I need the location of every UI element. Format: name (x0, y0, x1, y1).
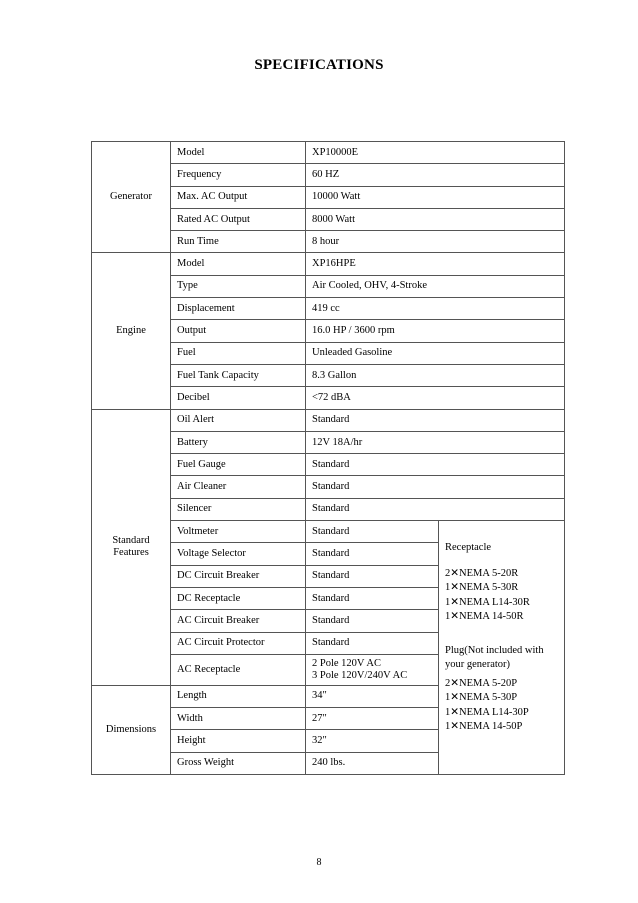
spec-label: Air Cleaner (171, 476, 306, 498)
receptacle-plug-notes (439, 521, 565, 775)
spec-value: 27" (306, 708, 439, 730)
spec-value-line: 2 Pole 120V AC (312, 657, 381, 669)
table-row (92, 253, 565, 275)
spec-value: 60 HZ (306, 164, 565, 186)
spec-label: Battery (171, 431, 306, 453)
spec-label: Voltmeter (171, 521, 306, 543)
spec-value: XP16HPE (306, 253, 565, 275)
receptacle-item: 1✕NEMA 5-30R (445, 582, 519, 594)
spec-value: 34" (306, 685, 439, 707)
spec-value: Standard (306, 498, 565, 520)
spec-value (306, 654, 439, 685)
spec-label: DC Receptacle (171, 587, 306, 609)
group-standard-features-label: Standard Features (112, 535, 150, 559)
table-row (92, 409, 565, 431)
page-number: 8 (316, 857, 322, 868)
receptacle-heading: Receptacle (445, 542, 492, 554)
receptacle-item: 2✕NEMA 5-20R (445, 567, 519, 579)
spec-label: Oil Alert (171, 409, 306, 431)
group-generator: Generator (92, 142, 171, 253)
spec-value: Standard (306, 587, 439, 609)
plug-item: 2✕NEMA 5-20P (445, 677, 518, 689)
spec-label: Height (171, 730, 306, 752)
spec-value: 8.3 Gallon (306, 364, 565, 386)
group-dimensions: Dimensions (92, 685, 171, 774)
spec-label: Width (171, 708, 306, 730)
spec-value: Standard (306, 565, 439, 587)
page-title: SPECIFICATIONS (254, 57, 384, 73)
spec-value-line: 3 Pole 120V/240V AC (312, 669, 408, 681)
spec-value: 32" (306, 730, 439, 752)
spec-label: Model (171, 253, 306, 275)
plug-heading-line-1: Plug(Not included with (445, 644, 544, 656)
spec-value: 419 cc (306, 298, 565, 320)
spec-label: Displacement (171, 298, 306, 320)
spec-label: AC Circuit Protector (171, 632, 306, 654)
receptacle-item: 1✕NEMA 14-50R (445, 611, 524, 623)
group-standard-features (92, 409, 171, 685)
spec-value: 10000 Watt (306, 186, 565, 208)
plug-item: 1✕NEMA 14-50P (445, 721, 523, 733)
spec-label: Gross Weight (171, 752, 306, 774)
receptacle-item: 1✕NEMA L14-30R (445, 596, 530, 608)
spec-label: DC Circuit Breaker (171, 565, 306, 587)
plug-heading-line-2: your generator) (445, 659, 511, 671)
spec-label: Silencer (171, 498, 306, 520)
spec-label: Decibel (171, 387, 306, 409)
plug-item: 1✕NEMA 5-30P (445, 692, 518, 704)
spec-value: Air Cooled, OHV, 4-Stroke (306, 275, 565, 297)
spec-label: Fuel Gauge (171, 454, 306, 476)
spec-label: Run Time (171, 231, 306, 253)
spec-label: Frequency (171, 164, 306, 186)
spec-value: 16.0 HP / 3600 rpm (306, 320, 565, 342)
spec-value: Unleaded Gasoline (306, 342, 565, 364)
spec-label: AC Circuit Breaker (171, 610, 306, 632)
spec-label: AC Receptacle (171, 654, 306, 685)
spec-value: Standard (306, 454, 565, 476)
spec-value: 240 lbs. (306, 752, 439, 774)
spec-label: Fuel (171, 342, 306, 364)
spec-label: Model (171, 142, 306, 164)
spec-label: Fuel Tank Capacity (171, 364, 306, 386)
spec-value: 8000 Watt (306, 208, 565, 230)
plug-item: 1✕NEMA L14-30P (445, 706, 529, 718)
spec-label: Output (171, 320, 306, 342)
group-engine: Engine (92, 253, 171, 409)
spec-value: 12V 18A/hr (306, 431, 565, 453)
spec-value: XP10000E (306, 142, 565, 164)
spec-label: Voltage Selector (171, 543, 306, 565)
spec-value: Standard (306, 476, 565, 498)
spec-label: Length (171, 685, 306, 707)
table-row (92, 142, 565, 164)
spec-value: Standard (306, 543, 439, 565)
spec-value: <72 dBA (306, 387, 565, 409)
spec-value: Standard (306, 409, 565, 431)
specifications-table (91, 141, 565, 775)
spec-value: Standard (306, 521, 439, 543)
spec-value: Standard (306, 632, 439, 654)
spec-value: 8 hour (306, 231, 565, 253)
spec-label: Max. AC Output (171, 186, 306, 208)
spec-label: Rated AC Output (171, 208, 306, 230)
spec-value: Standard (306, 610, 439, 632)
spec-label: Type (171, 275, 306, 297)
